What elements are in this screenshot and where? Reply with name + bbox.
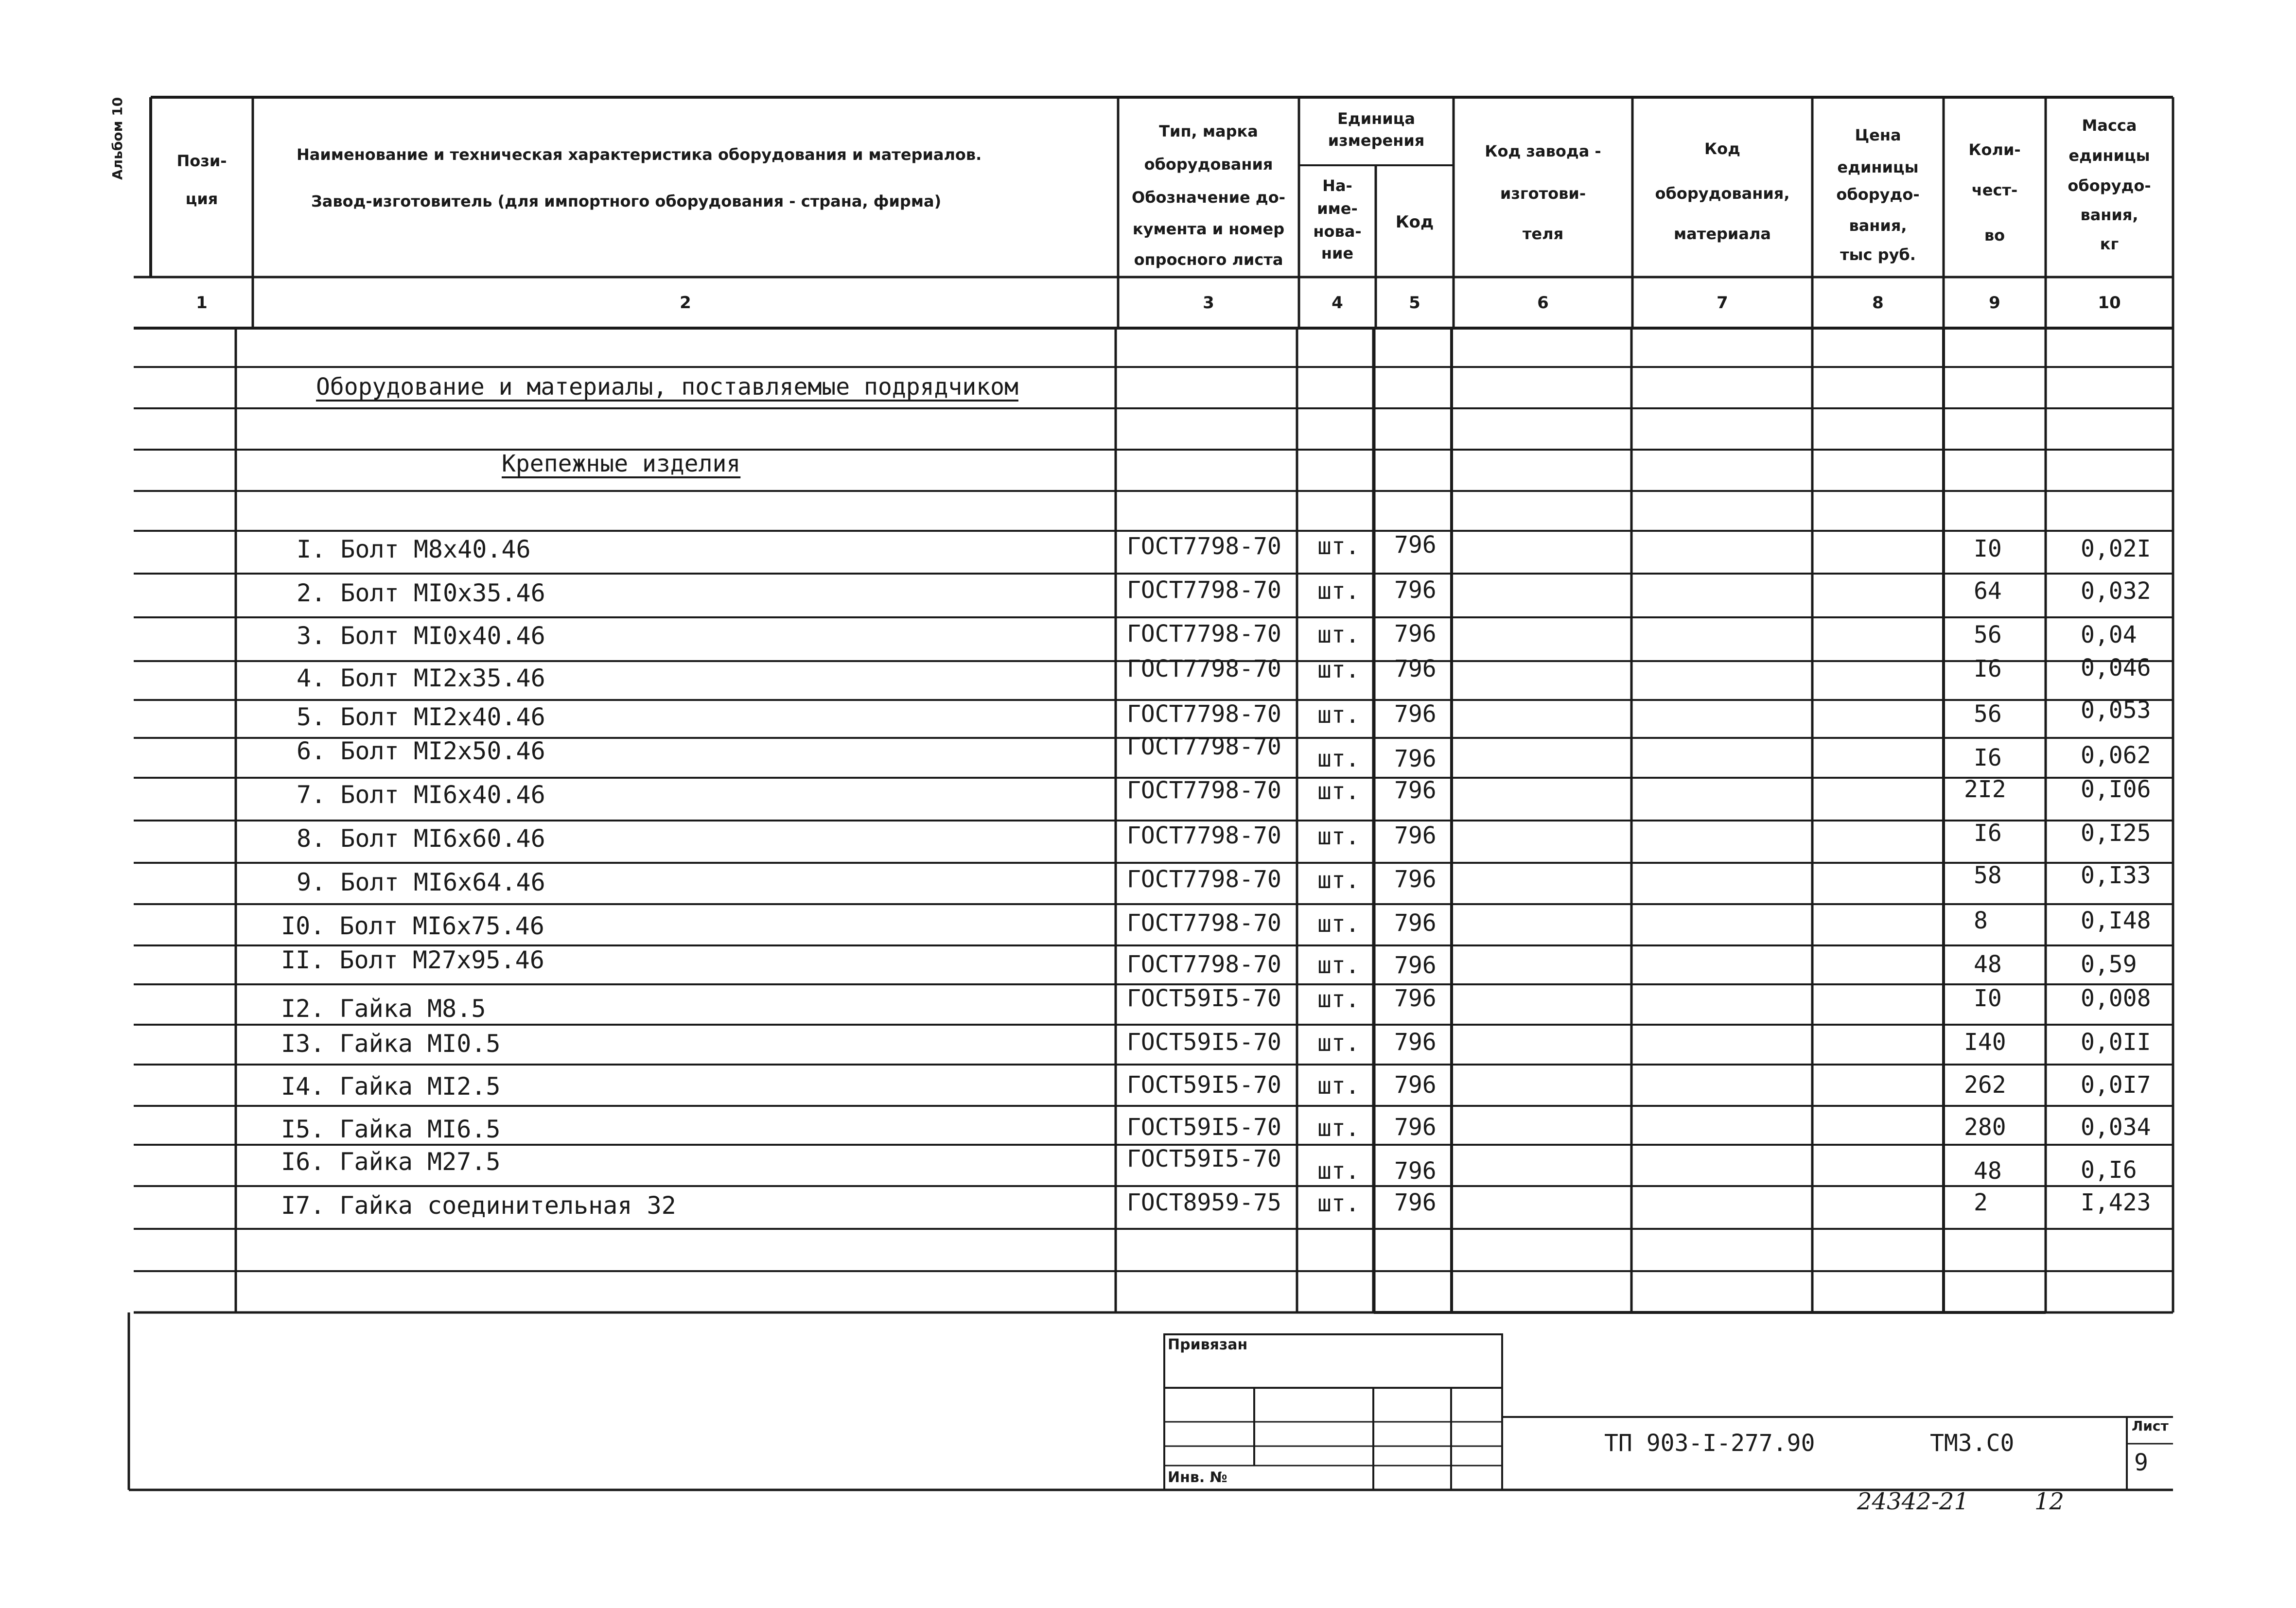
item-code: 796 [1394,655,1437,682]
col-number: 10 [2098,293,2121,313]
item-name: 8. Болт МI6х60.46 [297,824,545,853]
item-qty: I6 [1974,820,2002,847]
sheet-number: 9 [2134,1449,2148,1476]
col-number: 6 [1537,293,1549,313]
item-name: II. Болт М27х95.46 [281,946,544,974]
sheet-label: Лист [2132,1418,2169,1434]
item-name: 3. Болт МI0х40.46 [297,622,545,650]
col-number: 4 [1332,293,1343,313]
item-qty: 2I2 [1964,776,2006,803]
item-qty: 56 [1974,621,2002,648]
item-code: 796 [1394,577,1437,604]
col-number: 5 [1409,293,1420,313]
item-mass: 0,04 [2081,621,2137,648]
col-number: 1 [196,293,208,313]
item-code: 796 [1394,822,1437,849]
item-name: I7. Гайка соединительная 32 [281,1191,676,1220]
item-mass: 0,0II [2081,1029,2151,1056]
item-qty: I6 [1974,744,2002,771]
item-name: I5. Гайка МI6.5 [281,1115,501,1143]
item-mass: 0,032 [2081,577,2151,605]
item-code: 796 [1394,985,1437,1012]
item-code: 796 [1394,1114,1437,1141]
item-doc: ГОСТ59I5-70 [1127,1029,1281,1056]
item-name: I0. Болт МI6х75.46 [281,912,544,940]
subsection-title: Крепежные изделия [502,450,741,477]
item-mass: 0,I6 [2081,1156,2137,1184]
side-label: Альбом 10 [109,97,125,180]
item-code: 796 [1394,531,1437,559]
item-mass: 0,008 [2081,985,2151,1012]
item-code: 796 [1394,620,1437,647]
item-doc: ГОСТ7798-70 [1127,533,1281,560]
section-title: Оборудование и материалы, поставляемые подрядчиком [316,373,1018,401]
item-doc: ГОСТ59I5-70 [1127,1071,1281,1099]
item-mass: 0,062 [2081,742,2151,769]
linked-label: Привязан [1168,1336,1248,1353]
item-qty: 48 [1974,951,2002,978]
col-number: 3 [1203,293,1214,313]
item-code: 796 [1394,745,1437,772]
item-unit: шт. [1317,910,1360,938]
item-mass: I,423 [2081,1189,2151,1216]
item-doc: ГОСТ7798-70 [1127,620,1281,647]
item-unit: шт. [1317,533,1360,560]
item-unit: шт. [1317,986,1360,1013]
item-name: 9. Болт МI6х64.46 [297,868,545,896]
archive-number: 24342-21 [1857,1488,1969,1515]
item-doc: ГОСТ7798-70 [1127,700,1281,728]
item-code: 796 [1394,1029,1437,1056]
item-mass: 0,I33 [2081,862,2151,889]
item-name: 4. Болт МI2х35.46 [297,664,545,692]
item-code: 796 [1394,700,1437,728]
col-number: 9 [1989,293,2000,313]
item-qty: I6 [1974,655,2002,682]
item-name: I3. Гайка МI0.5 [281,1030,501,1058]
section-code: ТМ3.С0 [1930,1430,2015,1457]
item-name: I. Болт М8х40.46 [297,535,531,563]
item-name: 5. Болт МI2х40.46 [297,703,545,731]
item-unit: шт. [1317,656,1360,683]
item-doc: ГОСТ7798-70 [1127,822,1281,849]
item-qty: 56 [1974,700,2002,728]
item-doc: ГОСТ7798-70 [1127,655,1281,682]
item-code: 796 [1394,952,1437,979]
item-doc: ГОСТ7798-70 [1127,577,1281,604]
col-number: 8 [1872,293,1884,313]
item-unit: шт. [1317,701,1360,729]
item-qty: 58 [1974,862,2002,889]
item-doc: ГОСТ7798-70 [1127,909,1281,937]
header-col5: Код [1395,212,1434,232]
col-number: 2 [680,293,691,313]
document-code: ТП 903-I-277.90 [1604,1430,1815,1457]
item-doc: ГОСТ59I5-70 [1127,1145,1281,1172]
item-qty: I0 [1974,535,2002,562]
item-unit: шт. [1317,621,1360,648]
item-mass: 0,053 [2081,697,2151,724]
item-unit: шт. [1317,823,1360,850]
item-qty: 64 [1974,577,2002,605]
item-unit: шт. [1317,1157,1360,1185]
item-name: I2. Гайка М8.5 [281,995,486,1023]
item-qty: 280 [1964,1114,2006,1141]
item-doc: ГОСТ59I5-70 [1127,985,1281,1012]
item-unit: шт. [1317,867,1360,894]
inventory-number-label: Инв. № [1168,1469,1227,1486]
item-qty: I0 [1974,985,2002,1012]
item-qty: 8 [1974,907,1988,934]
item-name: I4. Гайка МI2.5 [281,1072,501,1101]
item-doc: ГОСТ7798-70 [1127,777,1281,804]
item-unit: шт. [1317,745,1360,772]
item-unit: шт. [1317,1190,1360,1217]
item-code: 796 [1394,777,1437,804]
item-mass: 0,02I [2081,535,2151,562]
item-doc: ГОСТ7798-70 [1127,866,1281,893]
item-unit: шт. [1317,577,1360,605]
item-doc: ГОСТ59I5-70 [1127,1114,1281,1141]
item-name: 7. Болт МI6х40.46 [297,781,545,809]
drawing-sheet: Альбом 10 Пози- ция Наименование и техническая характеристика оборудования и материалов. Завод-изготовитель (для импортного оборудования - страна, фирма) Тип, марка оборудования Обозначение до- кумента и номер опросного листа Единица измерения На- име- нова- ние Код Код завода - изготови- теля Код оборудования, материала Цена единицы оборудо- вания, тыс руб. Коли- чест- во Масса единицы оборудо- вания, кг 1 2 3 4 5 6 7 8 9 10 Оборудование и материалы, поставляемые подрядчиком Крепежные изделия I. Болт М8х40.46 ГОСТ7798-70 шт. 796 I0 0,02I 2. Болт МI0х35.46 ГОСТ7798-70 шт. 796 64 0,032 3. Болт МI0х40.46 ГОСТ7798-70 шт. 796 56 0,04 4. Болт МI2х35.46 ГОСТ7798-70 шт. 796 I6 0,046 5. Болт МI2х40.46 ГОСТ7798-70 шт. 796 56 0,053 6. Болт МI2х50.46 ГОСТ7798-70 шт. 796 I6 0,062 7. Болт МI6х40.46 ГОСТ7798-70 шт. 796 2I2 0,I06 8. Болт МI6х60.46 ГОСТ7798-70 шт. 796 I6 0,I25 9. Болт МI6х64.46 ГОСТ7798-70 шт. 796 58 0,I33 I0. Болт МI6х75.46 ГОСТ7798-70 шт. 796 8 0,I48 II. Болт М27х95.46 ГОСТ7798-70 шт. 796 48 0,59 I2. Гайка М8.5 ГОСТ59I5-70 шт. 796 I0 0,008 I3. Гайка МI0.5 ГОСТ59I5-70 шт. 796 I40 0,0II I4. Гайка МI2.5 ГОСТ59I5-70 шт. 796 262 0,0I7 I5. Гайка МI6.5 ГОСТ59I5-70 шт. 796 280 0,034 I6. Гайка М27.5 ГОСТ59I5-70 шт. 796 48 0,I6 I7. Гайка соединительная 32 ГОСТ8959-75 шт. 796 2 I,423 Привязан Инв. № ТП 903-I-277.90 ТМ3.С0 Лист 9 24342-21 12 [0,0,2296,1608]
item-qty: I40 [1964,1029,2006,1056]
item-mass: 0,0I7 [2081,1071,2151,1099]
item-code: 796 [1394,1189,1437,1216]
item-code: 796 [1394,1071,1437,1099]
item-unit: шт. [1317,952,1360,979]
page-number: 12 [2034,1488,2065,1515]
item-qty: 2 [1974,1189,1988,1216]
item-name: 6. Болт МI2х50.46 [297,737,545,765]
item-unit: шт. [1317,778,1360,805]
item-code: 796 [1394,1157,1437,1185]
item-mass: 0,I48 [2081,907,2151,934]
item-mass: 0,I25 [2081,820,2151,847]
col-number: 7 [1717,293,1728,313]
item-mass: 0,034 [2081,1114,2151,1141]
item-unit: шт. [1317,1030,1360,1057]
item-mass: 0,59 [2081,951,2137,978]
item-mass: 0,046 [2081,654,2151,682]
item-qty: 48 [1974,1157,2002,1185]
item-doc: ГОСТ7798-70 [1127,733,1281,760]
item-code: 796 [1394,909,1437,937]
item-mass: 0,I06 [2081,776,2151,803]
item-name: 2. Болт МI0х35.46 [297,579,545,607]
item-doc: ГОСТ7798-70 [1127,951,1281,978]
item-qty: 262 [1964,1071,2006,1099]
item-unit: шт. [1317,1072,1360,1100]
item-unit: шт. [1317,1115,1360,1142]
item-code: 796 [1394,866,1437,893]
item-name: I6. Гайка М27.5 [281,1148,501,1176]
item-doc: ГОСТ8959-75 [1127,1189,1281,1216]
